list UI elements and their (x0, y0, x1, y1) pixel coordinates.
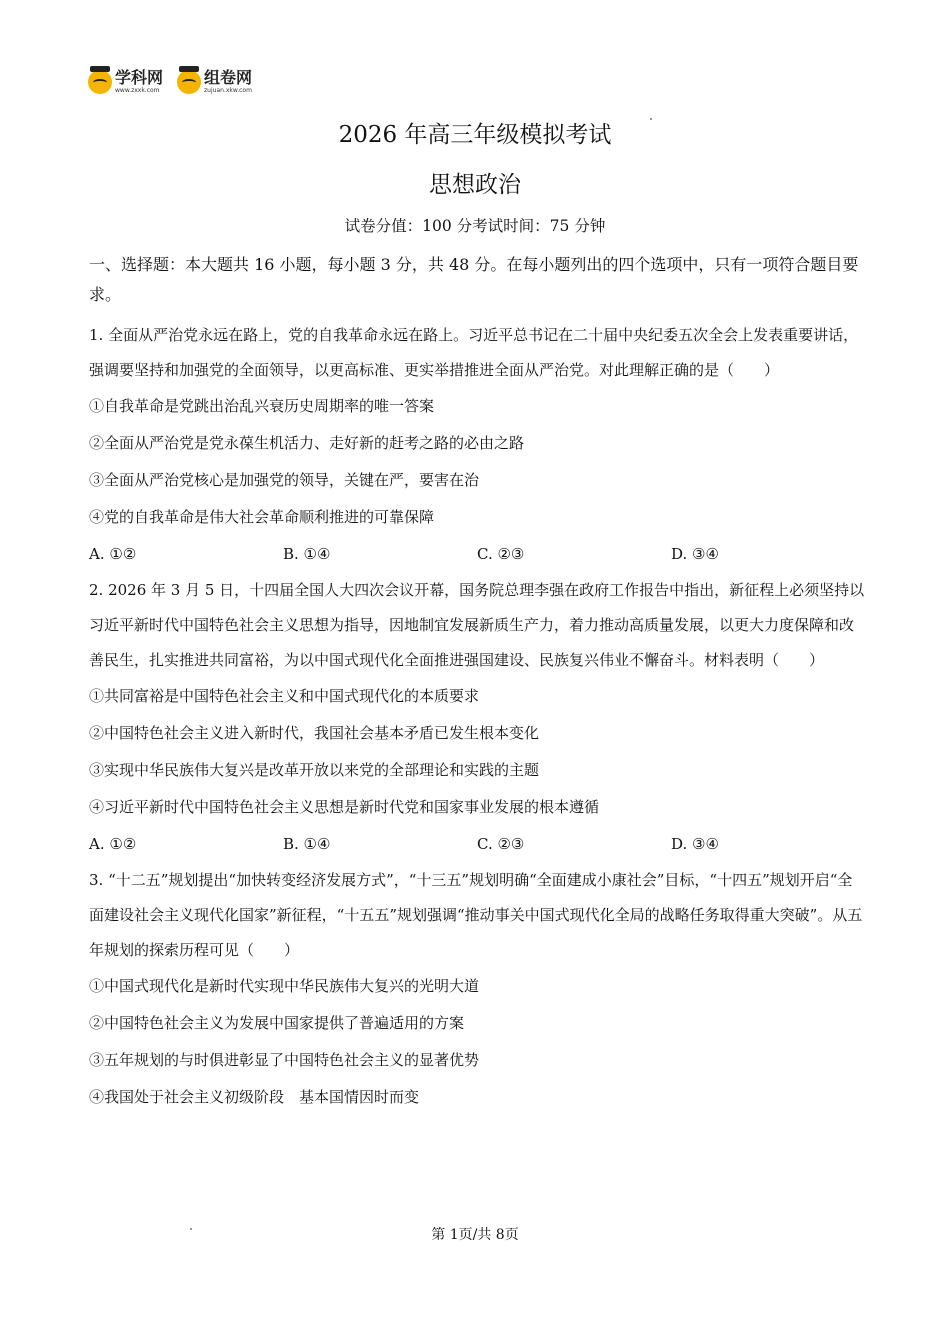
option: ③全面从严治党核心是加强党的领导，关键在严，要害在治 (89, 471, 480, 489)
exam-title: 2026 年高三年级模拟考试 (338, 122, 612, 148)
logo-name: 组卷网 (204, 68, 253, 87)
choice-a: A. ①② (89, 545, 137, 563)
option: ③实现中华民族伟大复兴是改革开放以来党的全部理论和实践的主题 (89, 761, 540, 779)
logo-url: zujuan.xkw.com (204, 87, 252, 94)
option: ④我国处于社会主义初级阶段 基本国情因时而变 (89, 1088, 420, 1106)
choice-b: B. ①④ (283, 545, 331, 563)
question-2 (89, 573, 867, 863)
option: ②全面从严治党是党永葆生机活力、走好新的赶考之路的必由之路 (89, 434, 525, 452)
choice-b: B. ①④ (283, 835, 331, 853)
choice-c: C. ②③ (477, 835, 525, 853)
page-footer: 第 1页/共 8页 (431, 1227, 519, 1243)
question-3 (89, 863, 867, 1116)
option: ④党的自我革命是伟大社会革命顺利推进的可靠保障 (89, 508, 435, 526)
question-stem: 3. “十二五”规划提出“加快转变经济发展方式”，“十三五”规划明确“全面建成小康社会”目标，“十四五”规划开启“全面建设社会主义现代化国家”新征程，“十五五”规划强调“推动事关中国式现代化全局的战略任务取得重大突破”。从五年规划的探索历程可见（ ） (89, 871, 863, 959)
mascot-face-icon (177, 70, 201, 94)
exam-meta: 试卷分值：100 分考试时间：75 分钟 (344, 217, 606, 235)
logo-url: www.zxxk.com (115, 87, 160, 94)
logo-xueke (88, 70, 163, 94)
exam-content (89, 250, 867, 1116)
logo-zujuan (177, 70, 252, 94)
option: ①共同富裕是中国特色社会主义和中国式现代化的本质要求 (89, 687, 480, 705)
logo-name: 学科网 (115, 68, 164, 87)
choice-d: D. ③④ (671, 835, 719, 853)
question-stem: 1. 全面从严治党永远在路上，党的自我革命永远在路上。习近平总书记在二十届中央纪委五次全会上发表重要讲话，强调要坚持和加强党的全面领导，以更高标准、更实举措推进全面从严治党。对此理解正确的是（ ） (89, 326, 859, 379)
choice-d: D. ③④ (671, 545, 719, 563)
answer-choices (89, 536, 867, 573)
choice-a: A. ①② (89, 835, 137, 853)
speck-decoration (190, 1228, 192, 1230)
option: ②中国特色社会主义进入新时代，我国社会基本矛盾已发生根本变化 (89, 724, 540, 742)
header-logos (88, 70, 252, 94)
option: ①自我革命是党跳出治乱兴衰历史周期率的唯一答案 (89, 397, 435, 415)
question-stem: 2. 2026 年 3 月 5 日，十四届全国人大四次会议开幕，国务院总理李强在政府工作报告中指出，新征程上必须坚持以习近平新时代中国特色社会主义思想为指导，因地制宜发展新质生产力，着力推动高质量发展，以更大力度保障和改善民生，扎实推进共同富裕，为以中国式现代化全面推进强国建设、民族复兴伟业不懈奋斗。材料表明（ ） (89, 581, 865, 669)
speck-decoration (650, 118, 652, 120)
section-heading: 一、选择题：本大题共 16 小题，每小题 3 分，共 48 分。在每小题列出的四个选项中，只有一项符合题目要求。 (89, 255, 859, 304)
answer-choices (89, 826, 867, 863)
question-1 (89, 318, 867, 573)
option: ④习近平新时代中国特色社会主义思想是新时代党和国家事业发展的根本遵循 (89, 798, 600, 816)
option: ③五年规划的与时俱进彰显了中国特色社会主义的显著优势 (89, 1051, 480, 1069)
choice-c: C. ②③ (477, 545, 525, 563)
mascot-face-icon (88, 70, 112, 94)
option: ①中国式现代化是新时代实现中华民族伟大复兴的光明大道 (89, 977, 480, 995)
exam-subject: 思想政治 (429, 172, 521, 198)
option: ②中国特色社会主义为发展中国家提供了普遍适用的方案 (89, 1014, 465, 1032)
